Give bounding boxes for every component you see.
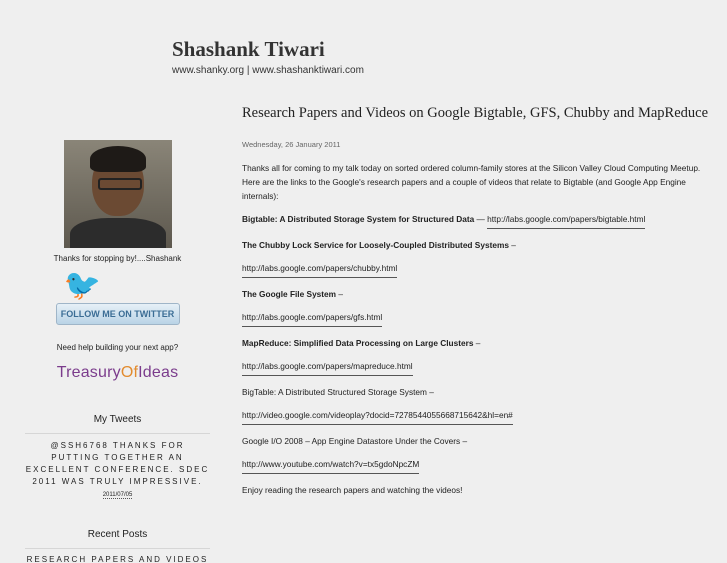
video1-title: BigTable: A Distributed Structured Storage System – bbox=[242, 387, 434, 397]
gfs-link-paragraph bbox=[242, 310, 712, 327]
post-date: Wednesday, 26 January 2011 bbox=[242, 140, 341, 149]
follow-twitter-button[interactable]: FOLLOW ME ON TWITTER bbox=[56, 303, 180, 325]
video2-link[interactable]: http://www.youtube.com/watch?v=tx5gdoNpcZM bbox=[242, 458, 419, 474]
sidebar bbox=[25, 140, 210, 563]
twitter-bird-icon: 🐦 bbox=[63, 269, 101, 302]
video2-title: Google I/O 2008 – App Engine Datastore Under the Covers – bbox=[242, 436, 468, 446]
recent-posts-heading: Recent Posts bbox=[25, 529, 210, 549]
site-title[interactable]: Shashank Tiwari bbox=[172, 37, 325, 61]
site-subtitle: www.shanky.org | www.shashanktiwari.com bbox=[172, 65, 364, 76]
chubby-paper-link[interactable]: http://labs.google.com/papers/chubby.html bbox=[242, 262, 397, 278]
my-tweets-heading: My Tweets bbox=[25, 414, 210, 434]
site-header bbox=[172, 36, 364, 76]
post-content bbox=[242, 103, 712, 497]
mapreduce-paragraph bbox=[242, 336, 712, 350]
twitter-follow-widget[interactable] bbox=[56, 271, 180, 327]
logo-part-of: Of bbox=[120, 364, 139, 381]
chubby-paper-title: The Chubby Lock Service for Loosely-Coupled Distributed Systems bbox=[242, 240, 509, 250]
post-closing: Enjoy reading the research papers and watching the videos! bbox=[242, 485, 463, 495]
logo-part-treasury: Treasury bbox=[56, 364, 121, 381]
post-title[interactable]: Research Papers and Videos on Google Bigtable, GFS, Chubby and MapReduce bbox=[242, 105, 709, 121]
tweet-item bbox=[25, 440, 210, 501]
treasury-of-ideas-logo[interactable] bbox=[25, 364, 210, 382]
chubby-link-paragraph bbox=[242, 261, 712, 278]
thanks-text: Thanks for stopping by!....Shashank bbox=[53, 254, 182, 263]
bigtable-paragraph bbox=[242, 212, 712, 229]
need-help-text: Need help building your next app? bbox=[56, 343, 179, 352]
video1-link-paragraph bbox=[242, 408, 712, 425]
mapreduce-paper-link[interactable]: http://labs.google.com/papers/mapreduce.html bbox=[242, 360, 413, 376]
mapreduce-link-paragraph bbox=[242, 359, 712, 376]
bigtable-separator: — bbox=[474, 214, 488, 224]
tweet-date-link[interactable]: 2011/07/05 bbox=[102, 492, 133, 498]
tweet-text: @SSH6768 THANKS FOR PUTTING TOGETHER AN EXCELLENT CONFERENCE. SDEC 2011 WAS TRULY IMPRESSIVE. bbox=[25, 441, 210, 486]
gfs-dash: – bbox=[336, 289, 343, 299]
chubby-paragraph bbox=[242, 238, 712, 252]
chubby-dash: – bbox=[508, 240, 516, 250]
gfs-paper-title: The Google File System bbox=[242, 289, 337, 299]
bigtable-paper-link[interactable]: http://labs.google.com/papers/bigtable.html bbox=[487, 213, 645, 229]
video2-link-paragraph bbox=[242, 457, 712, 474]
logo-part-ideas: Ideas bbox=[138, 364, 179, 381]
gfs-paragraph bbox=[242, 287, 712, 301]
gfs-paper-link[interactable]: http://labs.google.com/papers/gfs.html bbox=[242, 311, 382, 327]
recent-post-link[interactable]: RESEARCH PAPERS AND VIDEOS bbox=[26, 555, 209, 563]
bigtable-paper-title: Bigtable: A Distributed Storage System for Structured Data bbox=[242, 214, 475, 224]
author-photo bbox=[64, 140, 172, 248]
post-intro: Thanks all for coming to my talk today on sorted ordered column-family stores at the Silicon Valley Cloud Computing Meetup. Here are the links to the Google's research papers and a couple of videos that relate to Bigtable (and Google App Engine internals): bbox=[242, 163, 701, 201]
mapreduce-paper-title: MapReduce: Simplified Data Processing on Large Clusters bbox=[242, 338, 474, 348]
mapreduce-dash: – bbox=[473, 338, 481, 348]
video1-link[interactable]: http://video.google.com/videoplay?docid=7278544055668715642&hl=en# bbox=[242, 409, 513, 425]
